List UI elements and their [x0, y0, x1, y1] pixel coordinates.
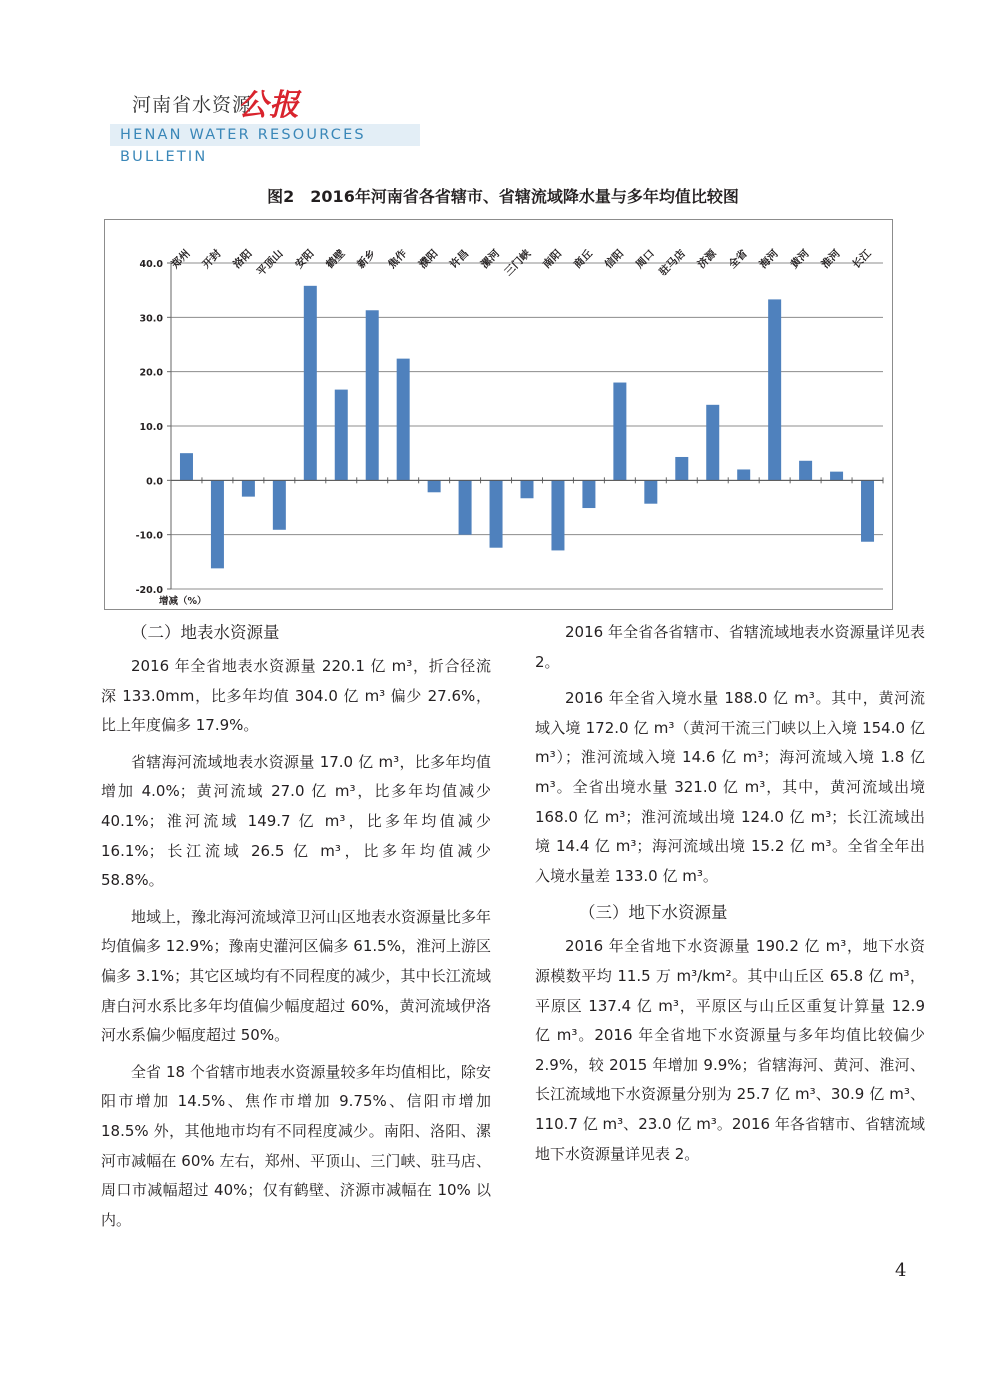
- category-label: 安阳: [293, 247, 317, 271]
- bar: [242, 480, 255, 496]
- bar: [830, 472, 843, 481]
- bar: [644, 480, 657, 503]
- bar: [304, 286, 317, 481]
- bar: [799, 461, 812, 481]
- category-label: 驻马店: [657, 247, 688, 279]
- page-number: 4: [895, 1260, 907, 1281]
- y-tick-label: -20.0: [135, 585, 163, 596]
- section-heading-groundwater: （三）地下水资源量: [579, 903, 728, 923]
- bar: [582, 480, 595, 508]
- category-label: 海河: [757, 247, 781, 271]
- category-label: 新乡: [355, 247, 379, 271]
- bar: [706, 405, 719, 481]
- paragraph: 全省 18 个省辖市地表水资源量较多年均值相比，除安阳市增加 14.5%、焦作市增加 9.75%、信阳市增加 18.5% 外，其他地市均有不同程度减少。南阳、洛阳、漯河市减幅在 60% 左右，郑州、平顶山、三门峡、驻马店、周口市减幅超过 40%；仅有鹤壁、济源市减幅在 10% 以内。: [101, 1062, 491, 1229]
- category-label: 郑州: [169, 247, 193, 271]
- category-label: 三门峡: [502, 247, 534, 279]
- category-label: 南阳: [540, 247, 565, 271]
- y-tick-label: 10.0: [139, 422, 163, 433]
- y-axis-label: 增减（%）: [159, 596, 207, 607]
- category-label: 信阳: [602, 247, 626, 271]
- y-tick-label: 20.0: [139, 367, 163, 379]
- bar: [675, 457, 688, 480]
- header-title-accent: 公报: [238, 88, 300, 123]
- y-tick-label: 40.0: [139, 259, 163, 270]
- category-label: 鹤壁: [324, 247, 348, 271]
- y-tick-label: 30.0: [139, 313, 163, 325]
- bar: [428, 480, 441, 492]
- y-tick-label: -10.0: [135, 530, 163, 542]
- bar: [397, 359, 410, 481]
- precipitation-bar-chart: [105, 220, 894, 611]
- paragraph: 2016 年全省入境水量 188.0 亿 m³。其中，黄河流域入境 172.0 亿 m³（黄河干流三门峡以上入境 154.0 亿 m³）；淮河流域入境 14.6 亿 m³；海河流域入境 1.8 亿 m³。全省出境水量 321.0 亿 m³，其中，黄河流域出境 168.0 亿 m³；淮河流域出境 124.0 亿 m³；长江流域出境 14.4 亿 m³；海河流域出境 15.2 亿 m³。全省全年出入境水量差 133.0 亿 m³。: [535, 689, 925, 885]
- bar: [211, 480, 224, 568]
- paragraph: 地域上，豫北海河流域漳卫河山区地表水资源量比多年均值偏多 12.9%；豫南史灌河区偏多 61.5%，淮河上游区偏多 3.1%；其它区域均有不同程度的减少，其中长江流域唐白河水系比多年均值偏少幅度超过 60%，黄河流域伊洛河水系偏少幅度超过 50%。: [101, 907, 492, 1045]
- category-label: 开封: [200, 247, 224, 271]
- category-label: 周口: [633, 247, 657, 271]
- category-label: 濮阳: [416, 247, 441, 271]
- bar: [737, 469, 750, 480]
- category-label: 长江: [850, 247, 874, 271]
- category-label: 黄河: [788, 247, 812, 271]
- bar: [366, 310, 379, 480]
- bar: [861, 480, 874, 541]
- category-label: 商丘: [571, 247, 596, 271]
- category-label: 焦作: [385, 247, 410, 271]
- category-label: 漯河: [478, 247, 503, 271]
- category-label: 许昌: [447, 247, 472, 271]
- bar: [490, 480, 503, 547]
- left-column: [101, 618, 491, 1242]
- category-label: 淮河: [819, 247, 843, 271]
- paragraph: 2016 年全省地表水资源量 220.1 亿 m³，折合径流深 133.0mm，比多年均值 304.0 亿 m³ 偏少 27.6%，比上年度偏多 17.9%。: [101, 657, 491, 735]
- category-label: 平顶山: [254, 247, 286, 279]
- bar: [551, 480, 564, 550]
- paragraph: 省辖海河流域地表水资源量 17.0 亿 m³，比多年均值增加 4.0%；黄河流域 27.0 亿 m³，比多年均值减少 40.1%；淮河流域 149.7 亿 m³，比多年均值减少 16.1%；长江流域 26.5 亿 m³，比多年均值减少 58.8%。: [101, 752, 491, 890]
- bar: [180, 453, 193, 480]
- section-heading-surface-water: （二）地表水资源量: [131, 623, 280, 642]
- category-label: 全省: [726, 247, 750, 271]
- bar: [613, 383, 626, 481]
- header-title-en: HENAN WATER RESOURCES BULLETIN: [110, 124, 420, 146]
- paragraph: 2016 年全省各省辖市、省辖流域地表水资源量详见表 2。: [535, 623, 925, 671]
- bar: [768, 299, 781, 480]
- y-tick-label: 0.0: [146, 476, 163, 488]
- bar: [521, 480, 534, 498]
- category-label: 洛阳: [231, 247, 255, 271]
- category-label: 济源: [695, 247, 719, 271]
- chart-box: [104, 219, 893, 610]
- paragraph: 2016 年全省地下水资源量 190.2 亿 m³，地下水资源模数平均 11.5 万 m³/km²。其中山丘区 65.8 亿 m³，平原区 137.4 亿 m³，平原区与山丘区重复计算量 12.9 亿 m³。2016 年全省地下水资源量与多年均值比较偏少 2.9%，较 2015 年增加 9.9%；省辖海河、黄河、淮河、长江流域地下水资源量分别为 25.7 亿 m³、30.9 亿 m³、110.7 亿 m³、23.0 亿 m³。2016 年各省辖市、省辖流域地下水资源量详见表 2。: [535, 937, 925, 1163]
- figure-title: 图2 2016年河南省各省辖市、省辖流域降水量与多年均值比较图: [267, 187, 739, 206]
- right-column: [535, 618, 925, 1176]
- bar: [335, 390, 348, 481]
- bar: [273, 480, 286, 529]
- bar: [459, 480, 472, 534]
- header-title-cn: 河南省水资源: [132, 94, 253, 116]
